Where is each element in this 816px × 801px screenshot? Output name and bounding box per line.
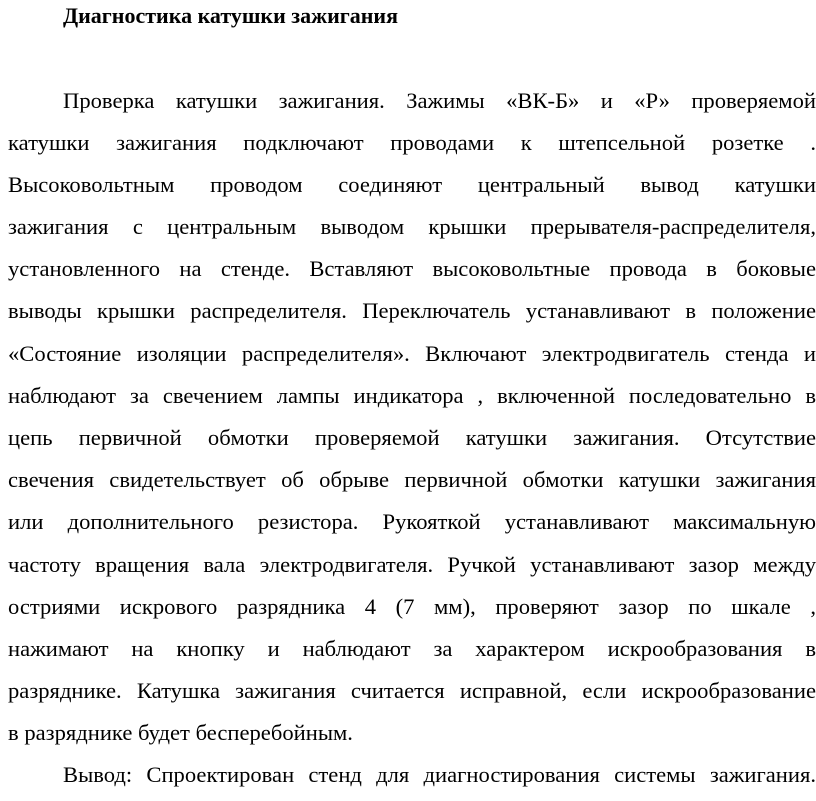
paragraph-line: остриями искрового разрядника 4 (7 мм), проверяют зазор по шкале ,: [8, 594, 816, 619]
paragraph-line: установленного на стенде. Вставляют высоковольтные провода в боковые: [8, 256, 816, 281]
paragraph-line: частоту вращения вала электродвигателя. Ручкой устанавливают зазор между: [8, 552, 816, 577]
paragraph-line: в разряднике будет бесперебойным.: [8, 720, 353, 745]
paragraph-line: свечения свидетельствует об обрыве первичной обмотки катушки зажигания: [8, 467, 816, 492]
paragraph-line: наблюдают за свечением лампы индикатора , включенной последовательно в: [8, 383, 816, 408]
conclusion-paragraph: Вывод: Спроектирован стенд для диагностирования системы зажигания.: [63, 762, 816, 787]
paragraph-line: нажимают на кнопку и наблюдают за характером искрообразования в: [8, 636, 816, 661]
paragraph-line: Высоковольтным проводом соединяют центральный вывод катушки: [8, 172, 816, 197]
paragraph-line: зажигания с центральным выводом крышки прерывателя-распределителя,: [8, 214, 816, 239]
paragraph-line: разряднике. Катушка зажигания считается исправной, если искрообразование: [8, 678, 816, 703]
paragraph-line: выводы крышки распределителя. Переключатель устанавливают в положение: [8, 298, 816, 323]
paragraph-line: или дополнительного резистора. Рукояткой устанавливают максимальную: [8, 509, 816, 534]
paragraph-line: цепь первичной обмотки проверяемой катушки зажигания. Отсутствие: [8, 425, 816, 450]
paragraph-line: «Состояние изоляции распределителя». Включают электродвигатель стенда и: [8, 341, 816, 366]
document-title: Диагностика катушки зажигания: [63, 3, 398, 28]
paragraph-line: Проверка катушки зажигания. Зажимы «ВК-Б» и «Р» проверяемой: [63, 88, 816, 113]
paragraph-line: катушки зажигания подключают проводами к штепсельной розетке .: [8, 130, 816, 155]
